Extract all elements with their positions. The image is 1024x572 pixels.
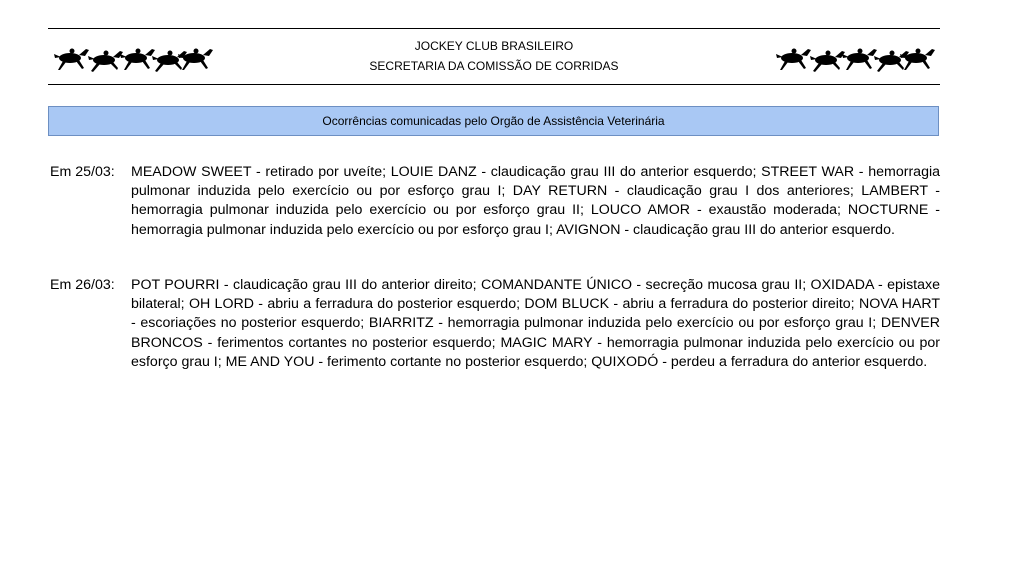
racing-horses-right-icon xyxy=(774,40,936,74)
entry-date: Em 25/03: xyxy=(50,164,115,180)
occurrence-entry xyxy=(48,163,940,240)
occurrence-entry xyxy=(48,276,940,372)
entry-date: Em 26/03: xyxy=(50,277,115,293)
section-title: Ocorrências comunicadas pelo Orgão de Assistência Veterinária xyxy=(322,114,665,128)
entry-text: POT POURRI - claudicação grau III do anterior direito; COMANDANTE ÚNICO - secreção mucosa grau II; OXIDADA - epistaxe bilateral; OH LORD - abriu a ferradura do posterior esquerdo; DOM BLUCK - abriu a ferradura do posterior direito; NOVA HART - escoriações no posterior esquerdo; BIARRITZ - hemorragia pulmonar induzida pelo exercício ou por esforço grau I; DENVER BRONCOS - ferimentos cortantes no posterior esquerdo; MAGIC MARY - hemorragia pulmonar induzida pelo exercício ou por esforço grau I; ME AND YOU - ferimento cortante no posterior esquerdo; QUIXODÓ - perdeu a ferradura do anterior esquerdo. xyxy=(131,277,940,370)
header-bottom-rule xyxy=(48,84,940,85)
organization-header xyxy=(300,36,688,76)
department-name: SECRETARIA DA COMISSÃO DE CORRIDAS xyxy=(369,59,619,73)
organization-name: JOCKEY CLUB BRASILEIRO xyxy=(414,39,574,53)
header-top-rule xyxy=(48,28,940,29)
entry-text: MEADOW SWEET - retirado por uveíte; LOUIE DANZ - claudicação grau III do anterior esquerdo; STREET WAR - hemorragia pulmonar induzida pelo exercício ou por esforço grau I; DAY RETURN - claudicação grau I dos anteriores; LAMBERT - hemorragia pulmonar induzida pelo exercício ou por esforço grau II; LOUCO AMOR - exaustão moderada; NOCTURNE - hemorragia pulmonar induzida pelo exercício ou por esforço grau I; AVIGNON - claudicação grau III do anterior esquerdo. xyxy=(131,164,940,238)
section-banner xyxy=(48,106,939,136)
racing-horses-left-icon xyxy=(52,40,214,74)
